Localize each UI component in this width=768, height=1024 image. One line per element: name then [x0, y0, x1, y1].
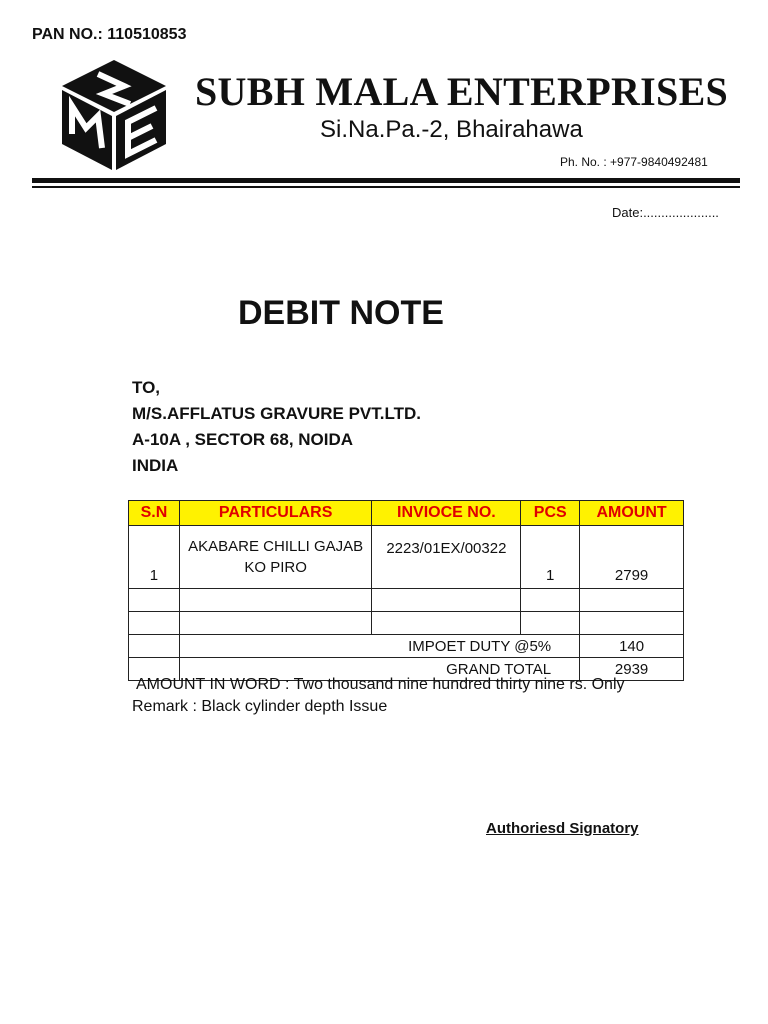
items-table	[128, 500, 684, 681]
table-row	[129, 526, 684, 589]
table-row-empty	[129, 612, 684, 635]
duty-label: IMPOET DUTY @5%	[179, 635, 579, 658]
amount-in-words: AMOUNT IN WORD : Two thousand nine hundred thirty nine rs. Only	[136, 676, 625, 693]
authorised-signatory: Authoriesd Signatory	[486, 820, 639, 837]
recipient-name: M/S.AFFLATUS GRAVURE PVT.LTD.	[132, 404, 421, 423]
particulars-line1: AKABARE CHILLI GAJAB	[188, 538, 364, 555]
header-divider-thick	[32, 178, 740, 183]
company-address: Si.Na.Pa.-2, Bhairahawa	[320, 116, 583, 143]
column-header-particulars: PARTICULARS	[179, 501, 372, 526]
duty-amount: 140	[580, 635, 684, 658]
cell-particulars	[179, 526, 372, 589]
table-header-row	[129, 501, 684, 526]
cell-invoice: 2223/01EX/00322	[372, 526, 521, 589]
column-header-invoice: INVIOCE NO.	[372, 501, 521, 526]
company-phone: Ph. No. : +977-9840492481	[560, 155, 708, 169]
cell-sn: 1	[129, 526, 180, 589]
particulars-line2: KO PIRO	[244, 559, 307, 576]
recipient-street: A-10A , SECTOR 68, NOIDA	[132, 430, 354, 449]
grand-total-amount: 2939	[580, 658, 684, 681]
pan-number: PAN NO.: 110510853	[32, 26, 187, 43]
grand-total-label: GRAND TOTAL	[179, 658, 579, 681]
column-header-sn: S.N	[129, 501, 180, 526]
date-field: Date:.....................	[612, 205, 719, 220]
cell-amount: 2799	[580, 526, 684, 589]
recipient-country: INDIA	[132, 456, 179, 475]
duty-row	[129, 635, 684, 658]
document-title: DEBIT NOTE	[238, 294, 444, 332]
company-logo	[58, 58, 170, 172]
remark: Remark : Black cylinder depth Issue	[132, 698, 388, 715]
table-row-empty	[129, 589, 684, 612]
recipient-to: TO,	[132, 378, 161, 397]
header-divider-thin	[32, 186, 740, 188]
cell-pcs: 1	[521, 526, 580, 589]
column-header-pcs: PCS	[521, 501, 580, 526]
company-name: SUBH MALA ENTERPRISES	[195, 69, 729, 114]
column-header-amount: AMOUNT	[580, 501, 684, 526]
